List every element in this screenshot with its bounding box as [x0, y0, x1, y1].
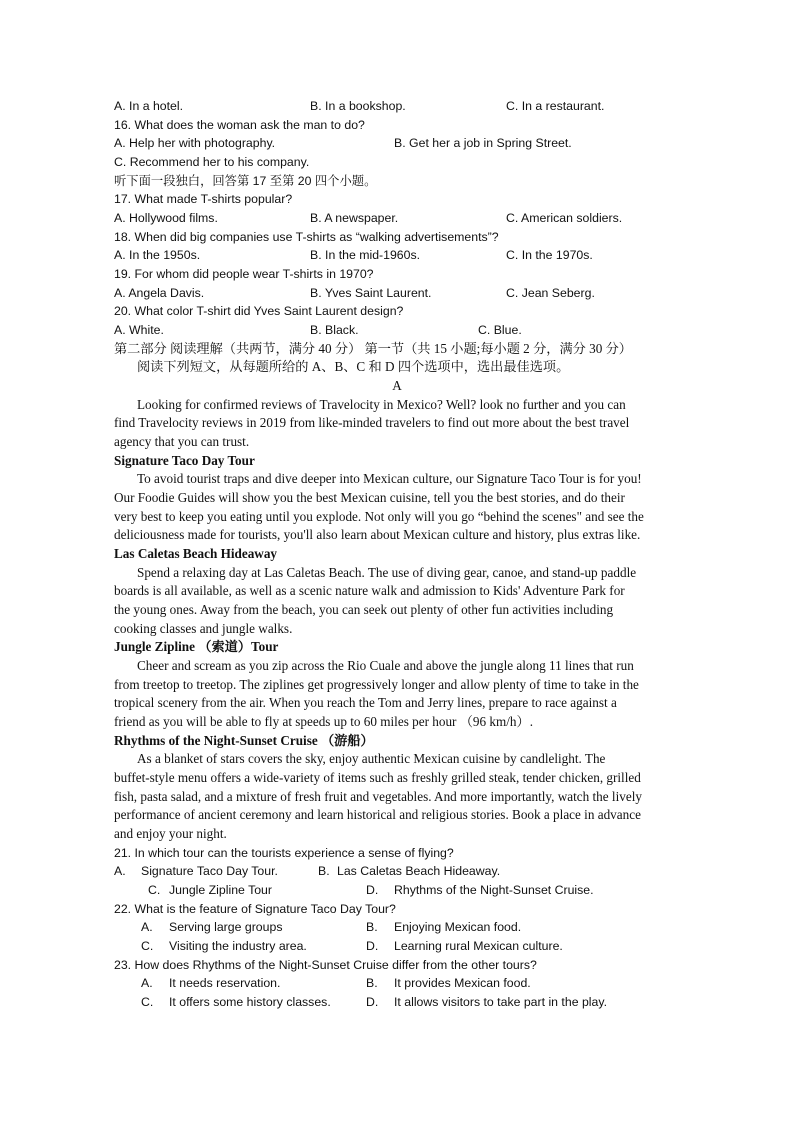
- q20-option-b: B. Black.: [310, 323, 359, 337]
- q16-option-a: A. Help her with photography.: [114, 136, 276, 150]
- q19-option-b: B. Yves Saint Laurent.: [310, 286, 432, 300]
- cruise-body-line: As a blanket of stars covers the sky, enjoy authentic Mexican cuisine by candlelight. The: [137, 751, 606, 766]
- q18-question: 18. When did big companies use T-shirts as “walking advertisements”?: [114, 230, 499, 244]
- q22-option-a: Serving large groups: [169, 920, 283, 934]
- zipline-body-line: Cheer and scream as you zip across the Rio Cuale and above the jungle along 11 lines that run: [137, 658, 634, 673]
- q21-question: 21. In which tour can the tourists experience a sense of flying?: [114, 846, 454, 860]
- taco-tour-title: Signature Taco Day Tour: [114, 453, 255, 468]
- taco-body-line: Our Foodie Guides will show you the best Mexican cuisine, tell you the best stories, and do their: [114, 490, 625, 505]
- cruise-body-line: buffet-style menu offers a wide-variety of items such as freshly grilled steak, tender chicken, grilled: [114, 770, 641, 785]
- q15-option-b: B. In a bookshop.: [310, 99, 406, 113]
- beach-body-line: the young ones. Away from the beach, you can seek out plenty of other fun activities including: [114, 602, 614, 617]
- q23-option-d-label: D.: [366, 995, 379, 1009]
- q23-option-b-label: B.: [366, 976, 378, 990]
- intro-line: agency that you can trust.: [114, 434, 250, 449]
- q22-option-b-label: B.: [366, 920, 378, 934]
- q23-option-a-label: A.: [141, 976, 153, 990]
- q18-option-c: C. In the 1970s.: [506, 248, 593, 262]
- reading-part-header: 第二部分 阅读理解（共两节，满分 40 分） 第一节（共 15 小题;每小题 2 分，满分 30 分）: [114, 341, 632, 356]
- passage-letter: A: [392, 378, 402, 393]
- zipline-body-line: friend as you will be able to fly at speeds up to 60 miles per hour （96 km/h）.: [114, 714, 533, 729]
- q23-option-d: It allows visitors to take part in the play.: [394, 995, 608, 1009]
- taco-body-line: deliciousness made for tourists, you'll also learn about Mexican culture and history, plus extras like.: [114, 527, 641, 542]
- q15-option-a: A. In a hotel.: [114, 99, 184, 113]
- q22-option-c: Visiting the industry area.: [169, 939, 307, 953]
- q16-option-b: B. Get her a job in Spring Street.: [394, 136, 572, 150]
- q23-question: 23. How does Rhythms of the Night-Sunset Cruise differ from the other tours?: [114, 958, 537, 972]
- q22-option-c-label: C.: [141, 939, 154, 953]
- q16-option-c: C. Recommend her to his company.: [114, 155, 310, 169]
- q22-option-b: Enjoying Mexican food.: [394, 920, 522, 934]
- q15-option-c: C. In a restaurant.: [506, 99, 605, 113]
- q21-option-d-label: D.: [366, 883, 379, 897]
- cruise-body-line: performance of ancient ceremony and learn historical and religious stories. Book a place in advance: [114, 807, 641, 822]
- q22-question: 22. What is the feature of Signature Taco Day Tour?: [114, 902, 396, 916]
- zipline-body-line: tropical scenery from the air. When you reach the Tom and Jerry lines, prepare to race against a: [114, 695, 617, 710]
- q17-question: 17. What made T-shirts popular?: [114, 192, 293, 206]
- beach-body-line: boards is all available, as well as a scenic nature walk and admission to Kids' Adventure Park for: [114, 583, 625, 598]
- listening-section-instruction: 听下面一段独白，回答第 17 至第 20 四个小题。: [114, 174, 377, 188]
- q21-option-c: Jungle Zipline Tour: [169, 883, 272, 897]
- beach-body-line: cooking classes and jungle walks.: [114, 621, 293, 636]
- intro-line: Looking for confirmed reviews of Travelocity in Mexico? Well? look no further and you can: [137, 397, 626, 412]
- q22-option-d-label: D.: [366, 939, 379, 953]
- q21-option-a-label: A.: [114, 864, 126, 878]
- q21-option-a: Signature Taco Day Tour.: [141, 864, 278, 878]
- zipline-tour-title: Jungle Zipline （索道）Tour: [114, 639, 279, 654]
- intro-line: find Travelocity reviews in 2019 from like-minded travelers to find out more about the best travel: [114, 415, 630, 430]
- q21-option-c-label: C.: [148, 883, 161, 897]
- q17-option-b: B. A newspaper.: [310, 211, 399, 225]
- cruise-body-line: and enjoy your night.: [114, 826, 227, 841]
- q16-question: 16. What does the woman ask the man to do?: [114, 118, 365, 132]
- q20-option-a: A. White.: [114, 323, 164, 337]
- q21-option-b-label: B.: [318, 864, 330, 878]
- q20-question: 20. What color T-shirt did Yves Saint Laurent design?: [114, 304, 404, 318]
- q17-option-a: A. Hollywood films.: [114, 211, 218, 225]
- q19-option-c: C. Jean Seberg.: [506, 286, 595, 300]
- reading-instruction: 阅读下列短文，从每题所给的 A、B、C 和 D 四个选项中，选出最佳选项。: [137, 359, 570, 374]
- q21-option-d: Rhythms of the Night-Sunset Cruise.: [394, 883, 594, 897]
- q22-option-d: Learning rural Mexican culture.: [394, 939, 563, 953]
- beach-hideaway-title: Las Caletas Beach Hideaway: [114, 546, 278, 561]
- q18-option-b: B. In the mid-1960s.: [310, 248, 421, 262]
- sunset-cruise-title: Rhythms of the Night-Sunset Cruise （游船）: [114, 733, 374, 748]
- beach-body-line: Spend a relaxing day at Las Caletas Beach. The use of diving gear, canoe, and stand-up paddle: [137, 565, 637, 580]
- q18-option-a: A. In the 1950s.: [114, 248, 201, 262]
- q23-option-a: It needs reservation.: [169, 976, 281, 990]
- q17-option-c: C. American soldiers.: [506, 211, 623, 225]
- q23-option-b: It provides Mexican food.: [394, 976, 531, 990]
- q23-option-c-label: C.: [141, 995, 154, 1009]
- q19-question: 19. For whom did people wear T-shirts in 1970?: [114, 267, 374, 281]
- q23-option-c: It offers some history classes.: [169, 995, 331, 1009]
- taco-body-line: To avoid tourist traps and dive deeper into Mexican culture, our Signature Taco Tour is for you!: [137, 471, 642, 486]
- q22-option-a-label: A.: [141, 920, 153, 934]
- zipline-body-line: from treetop to treetop. The ziplines get progressively longer and allow plenty of time to take in the: [114, 677, 639, 692]
- q19-option-a: A. Angela Davis.: [114, 286, 205, 300]
- q20-option-c: C. Blue.: [478, 323, 522, 337]
- q21-option-b: Las Caletas Beach Hideaway.: [337, 864, 501, 878]
- cruise-body-line: fish, pasta salad, and a mixture of fresh fruit and vegetables. And more importantly, watch the lively: [114, 789, 642, 804]
- taco-body-line: very best to keep you eating until you explode. Not only will you go “behind the scenes" and see the: [114, 509, 644, 524]
